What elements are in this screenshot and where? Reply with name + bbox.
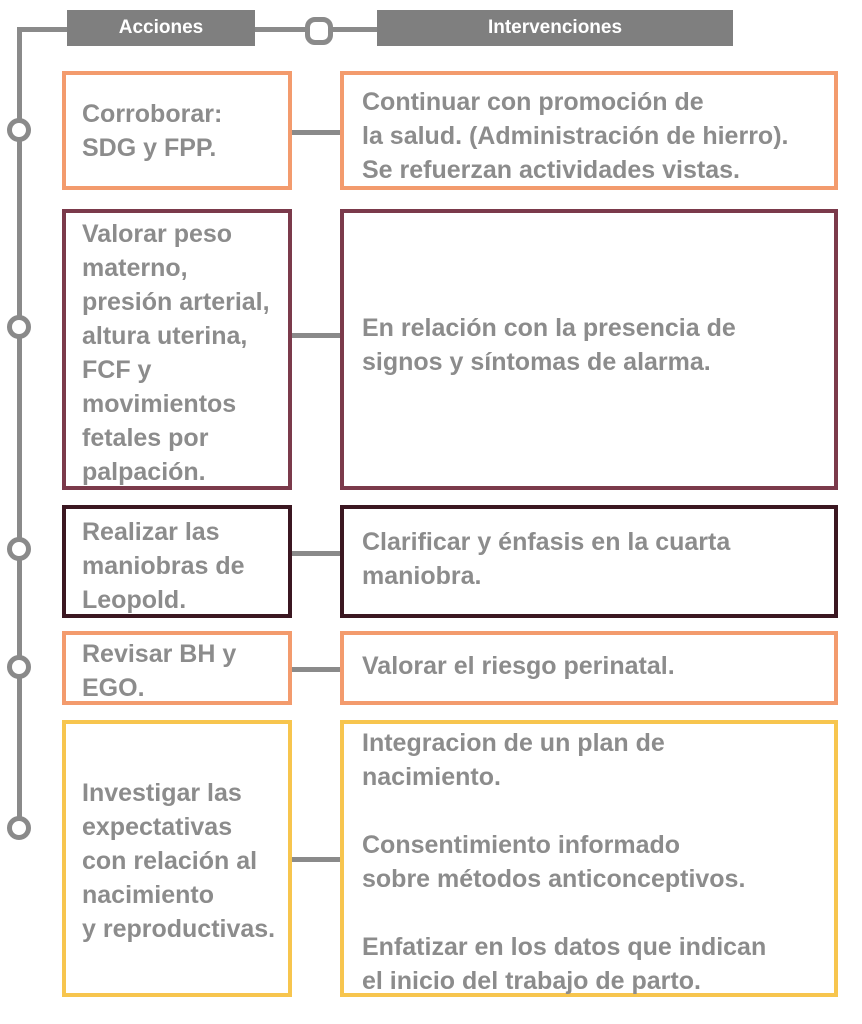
action-box-1 — [62, 71, 292, 190]
action-box-4 — [62, 631, 292, 705]
timeline-node-4 — [7, 655, 31, 679]
row-connector-5 — [290, 857, 343, 862]
action-box-2 — [62, 209, 292, 490]
action-box-5 — [62, 720, 292, 997]
timeline-node-2 — [7, 315, 31, 339]
intervention-text-3: Clarificar y énfasis en la cuarta maniobra. — [362, 528, 731, 590]
row-connector-2 — [290, 333, 343, 338]
timeline-vertical-line — [17, 27, 22, 830]
action-box-3 — [62, 505, 292, 618]
action-text-3: Realizar las maniobras de Leopold. — [82, 518, 245, 614]
intervention-box-3 — [340, 505, 838, 618]
action-text-2: Valorar peso materno, presión arterial, altura uterina, FCF y movimientos fetales por palpación. — [82, 220, 270, 486]
intervention-box-4 — [340, 631, 838, 705]
timeline-top-line — [17, 27, 67, 32]
header-connector-node — [305, 17, 333, 45]
row-connector-1 — [290, 130, 343, 135]
header-actions: Acciones — [67, 10, 255, 46]
row-connector-3 — [290, 551, 343, 556]
intervention-text-5: Integracion de un plan de nacimiento. Consentimiento informado sobre métodos anticonceptivos. Enfatizar en los datos que indican el inicio del trabajo de parto. — [362, 729, 767, 995]
row-connector-4 — [290, 667, 343, 672]
timeline-node-1 — [7, 118, 31, 142]
header-interventions: Intervenciones — [377, 10, 733, 46]
intervention-box-2 — [340, 209, 838, 490]
timeline-node-5 — [7, 816, 31, 840]
intervention-text-1: Continuar con promoción de la salud. (Administración de hierro). Se refuerzan actividades vistas. — [362, 88, 789, 184]
action-text-5: Investigar las expectativas con relación al nacimiento y reproductivas. — [82, 779, 276, 943]
intervention-box-5 — [340, 720, 838, 997]
intervention-box-1 — [340, 71, 838, 190]
action-text-1: Corroborar: SDG y FPP. — [82, 100, 223, 162]
intervention-text-4: Valorar el riesgo perinatal. — [362, 652, 675, 680]
intervention-text-2: En relación con la presencia de signos y síntomas de alarma. — [362, 314, 736, 376]
action-text-4: Revisar BH y EGO. — [82, 640, 237, 702]
timeline-node-3 — [7, 537, 31, 561]
